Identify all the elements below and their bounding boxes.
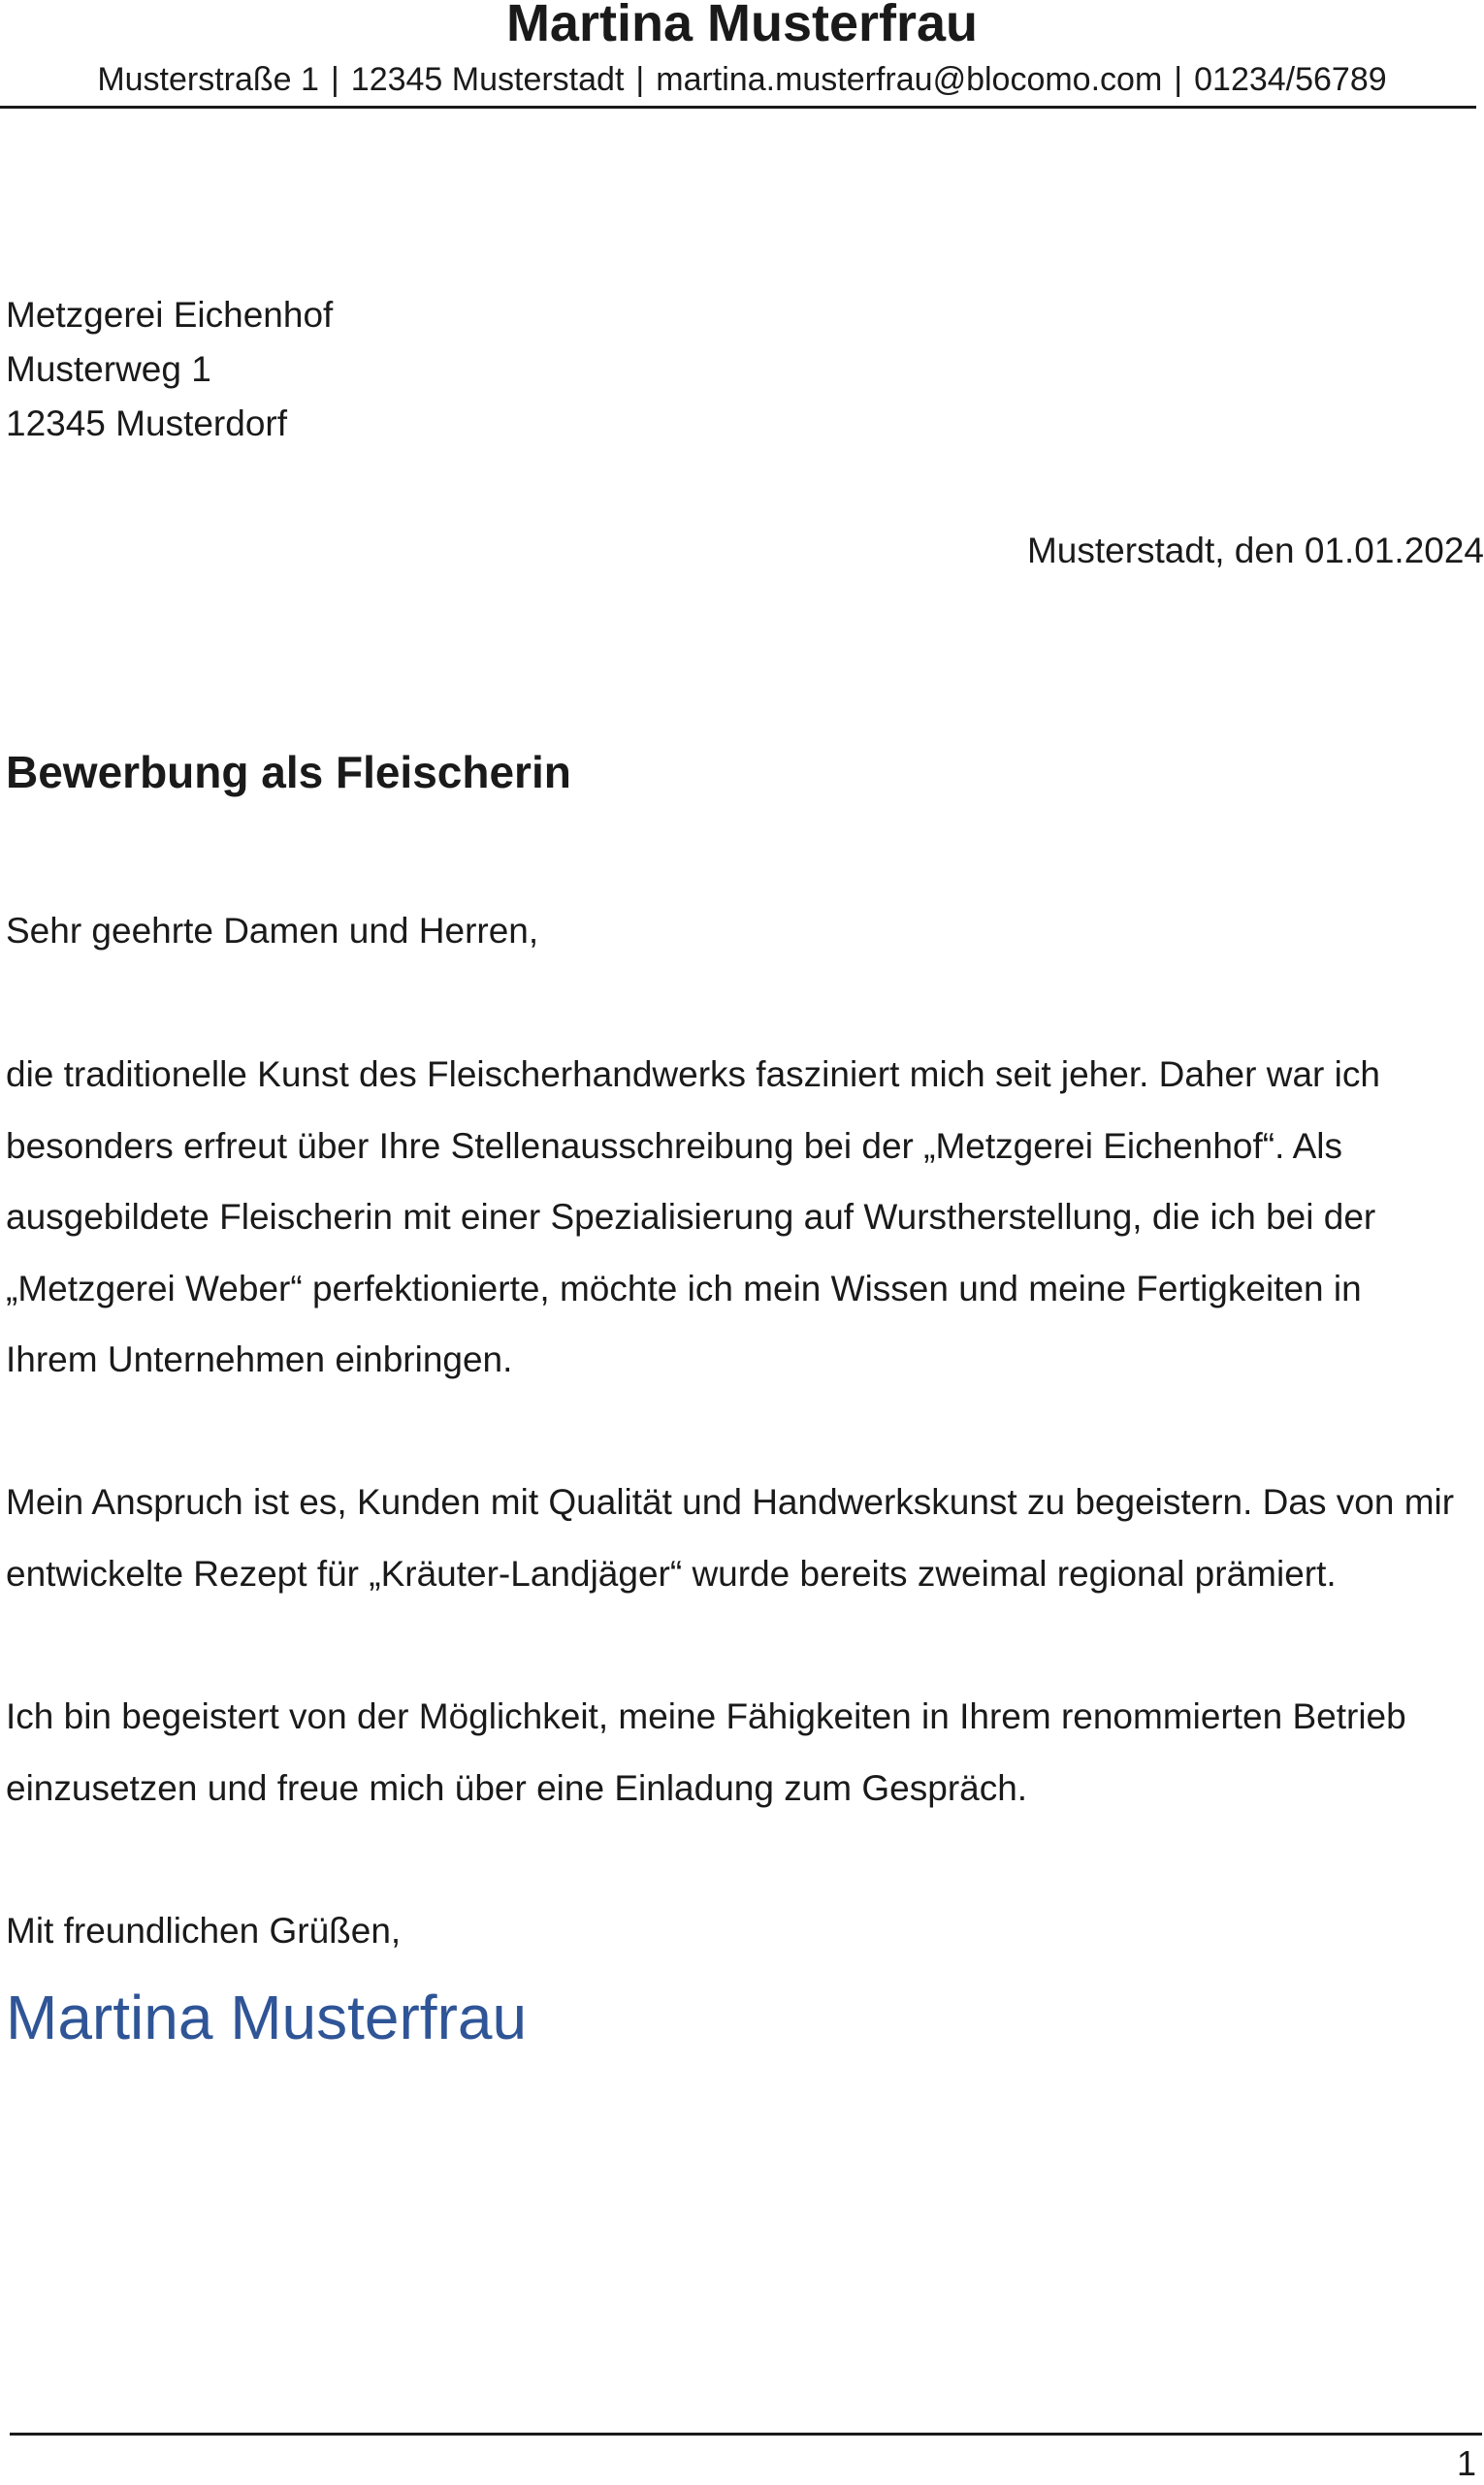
- footer-divider: [10, 2433, 1482, 2436]
- paragraph-line: „Metzgerei Weber“ perfektionierte, möchte ich mein Wissen und meine Fertigkeiten in: [6, 1268, 1362, 1308]
- contact-separator: |: [1174, 61, 1183, 98]
- page-number: 1: [1456, 2443, 1476, 2483]
- paragraph-line: besonders erfreut über Ihre Stellenausschreibung bei der „Metzgerei Eichenhof“. Als: [6, 1125, 1342, 1166]
- recipient-company: Metzgerei Eichenhof: [6, 295, 334, 335]
- paragraph-line: die traditionelle Kunst des Fleischerhandwerks fasziniert mich seit jeher. Daher war ich: [6, 1054, 1380, 1094]
- body-paragraph-3: [6, 1681, 1461, 1823]
- sender-city: 12345 Musterstadt: [350, 61, 625, 98]
- letter-closing: Mit freundlichen Grüßen,: [6, 1911, 402, 1951]
- place-and-date: Musterstadt, den 01.01.2024: [1026, 531, 1484, 570]
- sender-contact-line: [0, 58, 1484, 101]
- letter-subject: Bewerbung als Fleischerin: [6, 747, 571, 797]
- paragraph-line: ausgebildete Fleischerin mit einer Spezialisierung auf Wurstherstellung, die ich bei der: [6, 1197, 1376, 1237]
- sender-address: Musterstraße 1: [97, 61, 319, 98]
- contact-separator: |: [635, 61, 645, 98]
- body-paragraph-2: [6, 1467, 1461, 1609]
- paragraph-line: entwickelte Rezept für „Kräuter-Landjäger“ wurde bereits zweimal regional prämiert.: [6, 1553, 1337, 1594]
- recipient-city: 12345 Musterdorf: [6, 403, 288, 443]
- header-divider: [0, 106, 1476, 109]
- letter-salutation: Sehr geehrte Damen und Herren,: [6, 911, 539, 951]
- sender-name-heading: Martina Musterfrau: [505, 0, 979, 52]
- body-paragraph-1: [6, 1039, 1461, 1396]
- recipient-street: Musterweg 1: [6, 349, 211, 389]
- signature: Martina Musterfrau: [6, 1983, 528, 2052]
- sender-email: martina.musterfrau@blocomo.com: [656, 61, 1163, 98]
- paragraph-line: Ich bin begeistert von der Möglichkeit, meine Fähigkeiten in Ihrem renommierten Betrieb: [6, 1696, 1406, 1736]
- paragraph-line: Ihrem Unternehmen einbringen.: [6, 1339, 513, 1379]
- contact-separator: |: [330, 61, 339, 98]
- paragraph-line: Mein Anspruch ist es, Kunden mit Qualität und Handwerkskunst zu begeistern. Das von mir: [6, 1482, 1455, 1522]
- sender-phone: 01234/56789: [1194, 61, 1387, 98]
- recipient-address-block: [6, 288, 333, 451]
- paragraph-line: einzusetzen und freue mich über eine Einladung zum Gespräch.: [6, 1767, 1028, 1808]
